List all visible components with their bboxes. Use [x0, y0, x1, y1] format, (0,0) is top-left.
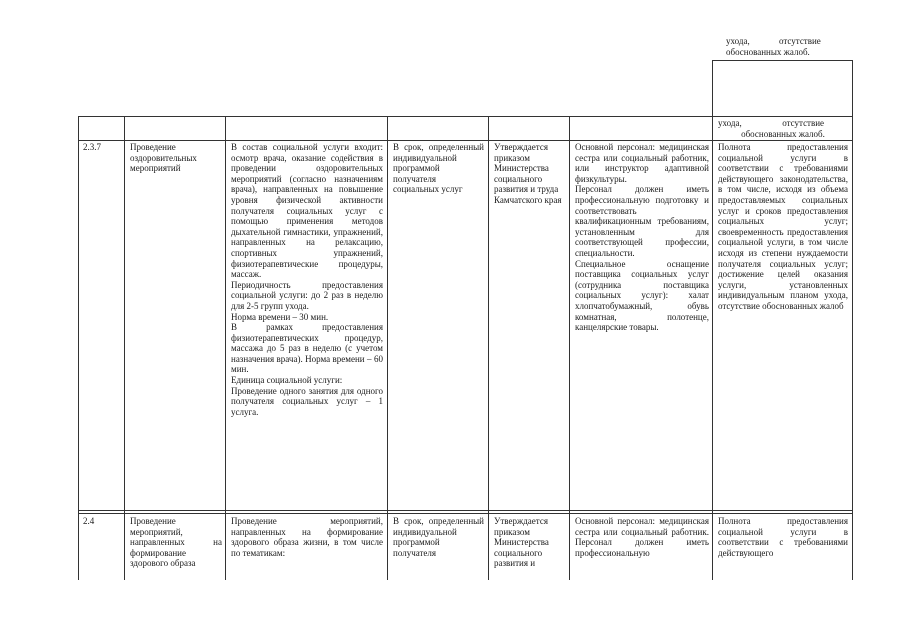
conditions-paragraph: Основной персонал: медицинская сестра или социальный работник, или инструктор адаптивной физкультуры.: [575, 142, 709, 184]
grid-line: [569, 116, 570, 580]
row-2-4-name: Проведение мероприятий, направленных на формирование здорового образа: [130, 516, 222, 569]
row-2-3-7-conditions: [575, 142, 709, 333]
carryover-header-col7: [718, 118, 848, 139]
row-2-4-term: В срок, определенный индивидуальной программой получателя: [393, 516, 484, 558]
grid-line: [712, 60, 713, 580]
conditions-paragraph: Специальное оснащение поставщика социальных услуг (сотрудника поставщика социальных услуг): халат хлопчатобумажный, обувь комнатная, полотенце, канцелярские товары.: [575, 258, 709, 333]
grid-line: [225, 116, 226, 580]
row-2-3-7-description: [231, 142, 383, 417]
description-paragraph: В состав социальной услуги входит: осмотр врача, оказание содействия в проведении оздоровительных мероприятий (согласно назначениям врача), направленных на повышение уровня физической активности получателя социальных услуг с помощью применения методов дыхательной гимнастики, упражнений, направленных на релаксацию, спортивных упражнений, физиотерапевтические процедуры, массаж.: [231, 142, 383, 280]
grid-line: [78, 510, 852, 511]
grid-line: [124, 116, 125, 580]
carryover-header-line-1: ухода, отсутствие: [718, 118, 825, 128]
row-2-3-7-number: 2.3.7: [83, 142, 101, 152]
carryover-header-line-2: обоснованных жалоб.: [741, 128, 825, 139]
grid-line: [78, 140, 852, 141]
grid-line: [78, 513, 852, 514]
grid-line: [78, 116, 852, 117]
row-2-4-number: 2.4: [83, 516, 95, 526]
carryover-top-line-1: ухода, отсутствие: [726, 36, 821, 46]
description-paragraph: Периодичность предоставления социальной услуги: до 2 раз в неделю для 2-5 групп ухода.: [231, 279, 383, 311]
description-paragraph: Проведение одного занятия для одного получателя социальных услуг – 1 услуга.: [231, 385, 383, 417]
grid-line: [488, 116, 489, 580]
conditions-paragraph: Персонал должен иметь профессиональную подготовку и соответствовать квалификационным требованиям, установленным для соответствующей профессии, специальности.: [575, 184, 709, 258]
grid-line: [387, 116, 388, 580]
row-2-4-approval: Утверждается приказом Министерства социального развития и: [494, 516, 549, 569]
row-2-3-7-term: В срок, определенный индивидуальной программой получателя социальных услуг: [393, 142, 484, 195]
row-2-4-quality: Полнота предоставления социальной услуги в соответствии с требованиями действующего: [718, 516, 848, 558]
description-paragraph: В рамках предоставления физиотерапевтических процедур, массажа до 5 раз в неделю (с учетом назначения врача). Норма времени – 60 мин.: [231, 322, 383, 375]
row-2-3-7-name: Проведение оздоровительных мероприятий: [130, 142, 197, 174]
row-2-3-7-approval: Утверждается приказом Министерства социального развития и труда Камчатского края: [494, 142, 562, 205]
grid-line: [852, 60, 853, 580]
description-paragraph: Единица социальной услуги:: [231, 375, 343, 386]
carryover-top-text: [726, 36, 850, 57]
carryover-top-line-2: обоснованных жалоб.: [726, 46, 810, 57]
row-2-3-7-quality: Полнота предоставления социальной услуги в соответствии с требованиями действующего законодательства, в том числе, исходя из объема предоставляемых социальных услуг и сроков предоставления социальных услуг; своевременность предоставления социальной услуги, в том числе исходя из степени нуждаемости получателя социальных услуг; достижение целей оказания услуги, установленных индивидуальным планом ухода, отсутствие обоснованных жалоб: [718, 142, 848, 311]
grid-line: [78, 116, 79, 580]
row-2-4-conditions: Основной персонал: медицинская сестра или социальный работник. Персонал должен иметь профессиональную: [575, 516, 709, 558]
row-2-4-description: Проведение мероприятий, направленных на формирование здорового образа жизни, в том числе по тематикам:: [231, 516, 383, 558]
description-paragraph: Норма времени – 30 мин.: [231, 311, 329, 322]
grid-line: [712, 60, 852, 61]
